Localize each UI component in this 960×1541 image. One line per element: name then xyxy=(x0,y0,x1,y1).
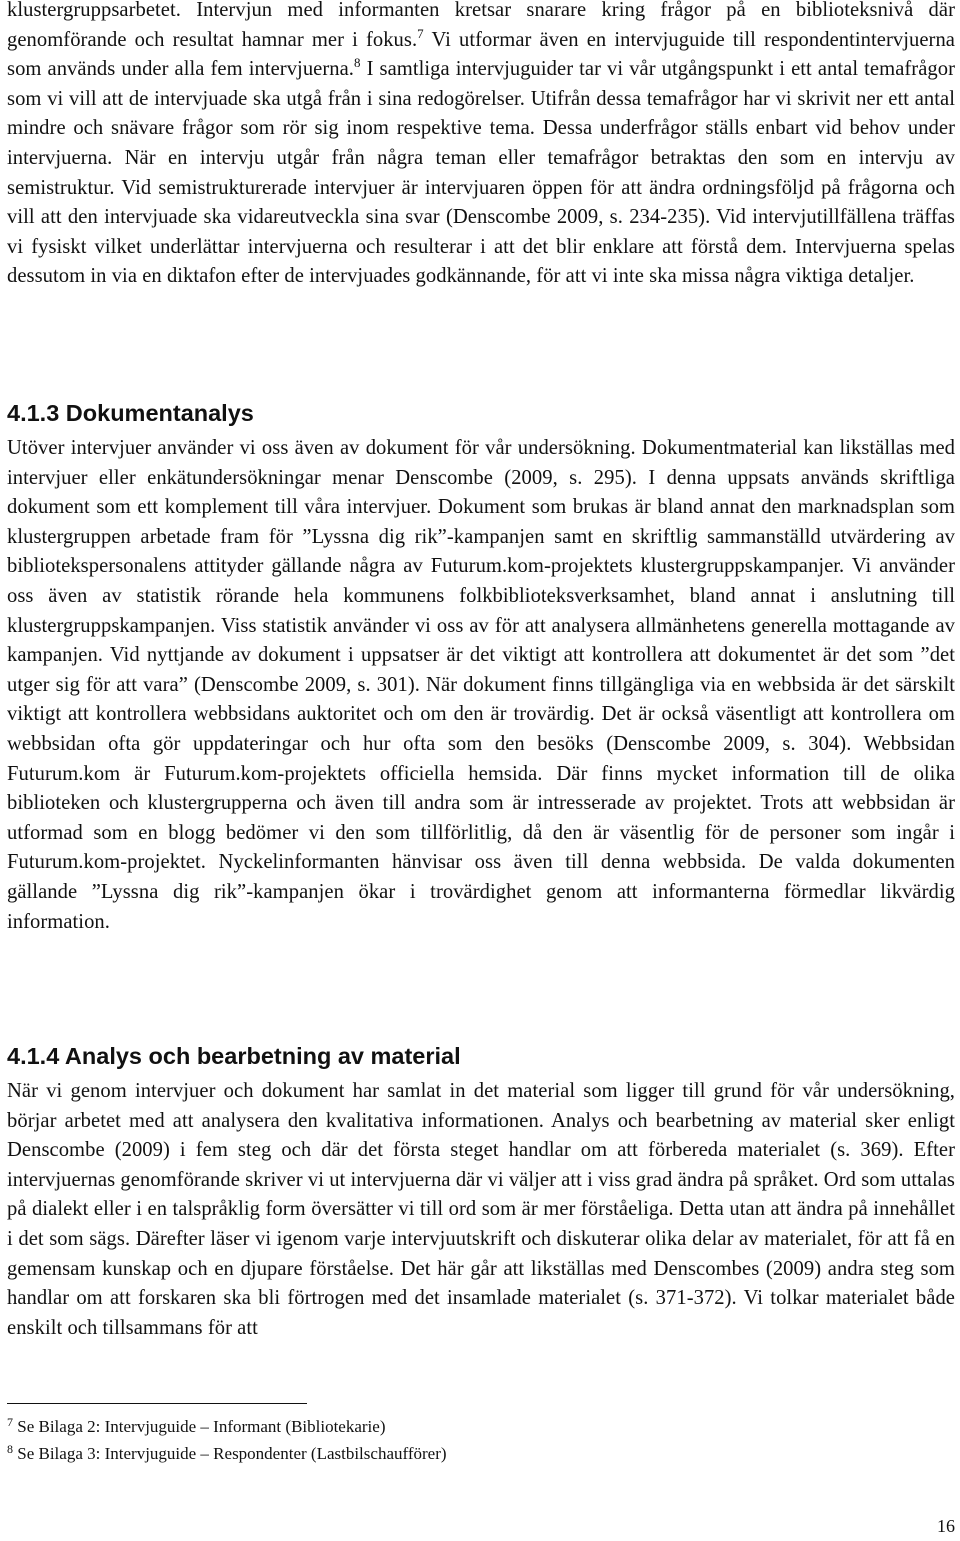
footnote-separator xyxy=(7,1403,307,1404)
footnote-ref-8[interactable]: 8 xyxy=(354,55,361,71)
footnote-number: 7 xyxy=(7,1415,13,1429)
paragraph-text: klustergruppsarbetet. Intervjun med informanten kretsar snarare kring frågor på en biblioteksnivå där genomförande och resultat hamnar mer i fokus. xyxy=(7,0,955,51)
section-heading-analys: 4.1.4 Analys och bearbetning av material xyxy=(7,1043,461,1069)
footnote-number: 8 xyxy=(7,1442,13,1456)
footnote-text: Se Bilaga 3: Intervjuguide – Respondenter (Lastbilschaufförer) xyxy=(17,1444,447,1463)
paragraph-text: I samtliga intervjuguider tar vi vår utgångspunkt i ett antal temafrågor som vi vill att de intervjuade ska utgå från i sina redogörelser. Utifrån dessa temafrågor har vi skrivit ner ett antal mindre och snävare frågor som rör sig inom respektive tema. Dessa underfrågor ställs enbart vid behov under intervjuerna. När en intervju utgår från några teman eller temafrågor betraktas den som en intervju av semistruktur. Vid semistrukturerade intervjuer är intervjuaren öppen för att ändra ordningsföljd på frågorna och vill att den intervjuade ska vidareutveckla sina svar (Denscombe 2009, s. 234-235). Vid intervjutillfällena träffas vi fysiskt vilket underlättar intervjuerna och resulterar i att det blir enklare att förstå dem. Intervjuerna spelas dessutom in via en diktafon efter de intervjuades godkännande, för att vi inte ska missa några viktiga detaljer. xyxy=(7,58,955,288)
section-heading-dokumentanalys: 4.1.3 Dokumentanalys xyxy=(7,400,254,426)
paragraph-method-interviews xyxy=(7,0,955,292)
paragraph-text: Vi utformar även en intervjuguide till respondentintervjuerna som används under alla fem intervjuerna. xyxy=(7,28,955,81)
footnote-8 xyxy=(7,1440,907,1467)
section-dokumentanalys xyxy=(7,434,955,937)
paragraph-dokumentanalys: Utöver intervjuer använder vi oss även av dokument för vår undersökning. Dokumentmaterial kan likställas med intervjuer eller enkätundersökningar menar Denscombe (2009, s. 295). I denna uppsats används skriftliga dokument som ett komplement till våra intervjuer. Dokument som brukas är bland annat den marknadsplan som klustergruppen arbetade fram för ”Lyssna dig rik”-kampanjen samt en skriftlig sammanställd utvärdering av bibliotekspersonalens attityder gällande några av Futurum.kom-projektets klustergruppskampanjer. Vi använder oss även av statistik rörande hela kommunens folkbiblioteksverksamhet, bland annat i anslutning till klustergruppskampanjen. Viss statistik använder vi oss av för att analysera allmänhetens generella mottagande av kampanjen. Vid nyttjande av dokument i uppsatser är det viktigt att kontrollera att dokumentet är det som ”det utger sig för att vara” (Denscombe 2009, s. 301). När dokument finns tillgängliga via en webbsida är det särskilt viktigt att kontrollera webbsidans auktoritet och om den är trovärdig. Det är också väsentligt att kontrollera om webbsidan ofta gör uppdateringar och hur ofta som den besöks (Denscombe 2009, s. 304). Webbsidan Futurum.kom är Futurum.kom-projektets officiella hemsida. Där finns mycket information till de olika biblioteken och klustergrupperna och även till andra som är intresserade av projektet. Trots att webbsidan är utformad som en blogg bedömer vi den som tillförlitlig, då den är väsentlig för de personer som ingår i Futurum.kom-projektet. Nyckelinformanten hänvisar oss även till denna webbsida. De valda dokumenten gällande ”Lyssna dig rik”-kampanjen ökar i trovärdighet genom att informanterna förmedlar likvärdig information. xyxy=(7,437,955,933)
paragraph-analys: När vi genom intervjuer och dokument har samlat in det material som ligger till grund för vår undersökning, börjar arbetet med att analysera den kvalitativa informationen. Analys och bearbetning av material sker enligt Denscombe (2009) i fem steg och där det första steget handlar om att förbereda materialet (s. 369). Efter intervjuernas genomförande skriver vi ut intervjuerna där vi väljer att i viss grad ändra på språket. Ord som uttalas på dialekt eller i en talspråklig form översätter vi till ord som är mer förståeliga. Detta utan att ändra på innehållet i det som sägs. Därefter läser vi igenom varje intervjuutskrift och diskuterar olika delar av materialet, för att få en gemensam kunskap och en djupare förståelse. Det här går att likställas med Denscombes (2009) andra steg som handlar om att forskaren ska bli förtrogen med det insamlade materialet (s. 371-372). Vi tolkar materialet både enskilt och tillsammans för att xyxy=(7,1080,955,1339)
page-number: 16 xyxy=(937,1516,955,1536)
footnotes xyxy=(7,1413,907,1467)
footnote-7 xyxy=(7,1413,907,1440)
footnote-ref-7[interactable]: 7 xyxy=(417,25,424,41)
section-analys xyxy=(7,1077,955,1343)
footnote-text: Se Bilaga 2: Intervjuguide – Informant (Bibliotekarie) xyxy=(17,1417,386,1436)
